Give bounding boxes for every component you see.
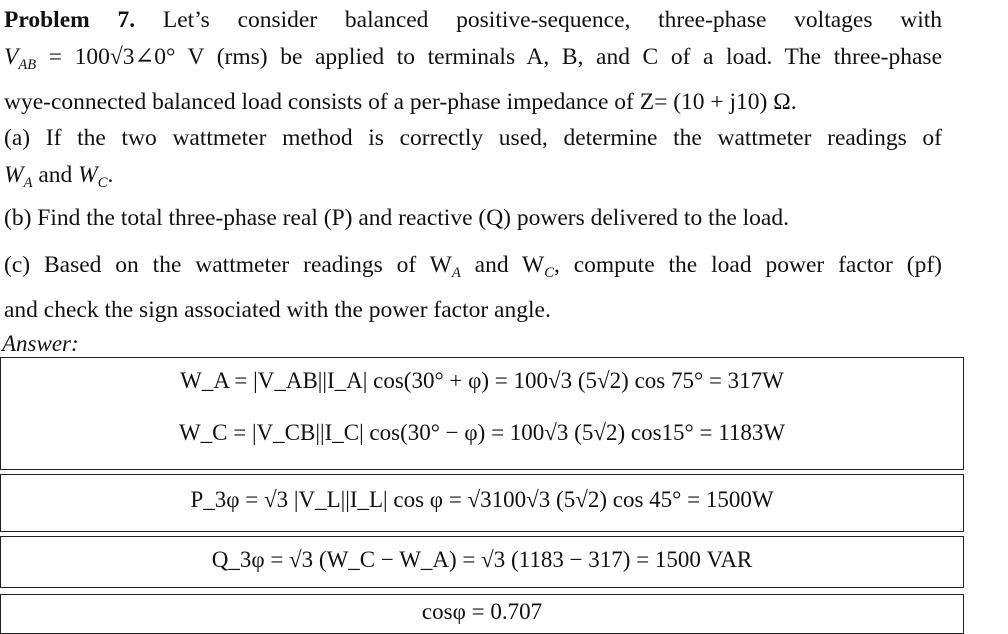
answer-label: Answer: — [2, 331, 79, 356]
wattmeter-c-symbol: W — [78, 162, 98, 188]
part-a-and: and — [38, 162, 73, 188]
part-c-line-1 — [4, 247, 942, 292]
wattmeter-a-subscript: A — [23, 175, 33, 192]
part-b: (b) Find the total three-phase real (P) and reactive (Q) powers delivered to the load. — [4, 205, 789, 231]
part-a-line-2 — [4, 157, 942, 202]
voltage-subscript: AB — [18, 57, 37, 74]
problem-line-3: wye-connected balanced load consists of a per-phase impedance of Z= (10 + j10) Ω. — [4, 89, 797, 116]
part-a — [4, 120, 942, 202]
voltage-symbol: V — [4, 44, 19, 70]
part-c-sub-a: A — [451, 265, 461, 282]
equation-pf: cosφ = 0.707 — [421, 599, 543, 624]
problem-intro-2: = 100√3∠0° V (rms) be applied to terminals A, B, and C of a load. The three-phase — [48, 44, 942, 70]
wattmeter-c-subscript: C — [97, 175, 108, 192]
part-c-text-1: (c) Based on the wattmeter readings of W — [4, 252, 452, 278]
part-a-line-1: (a) If the two wattmeter method is correctly used, determine the wattmeter readings of — [4, 125, 942, 151]
wattmeter-a-symbol: W — [4, 162, 24, 188]
equation-q: Q_3φ = √3 (W_C − W_A) = √3 (1183 − 317) = 1500 VAR — [211, 547, 753, 572]
part-c — [4, 247, 942, 329]
part-c-line-2: and check the sign associated with the power factor angle. — [4, 297, 551, 324]
problem-statement — [4, 2, 942, 121]
equation-wa: W_A = |V_AB||I_A| cos(30° + φ) = 100√3 (5√2) cos 75° = 317W — [180, 368, 784, 393]
answer-box-wattmeters — [0, 357, 964, 470]
part-a-period: . — [107, 162, 114, 188]
problem-heading: Problem 7. — [4, 7, 136, 33]
answer-box-reactive-power — [0, 536, 964, 588]
equation-wc: W_C = |V_CB||I_C| cos(30° − φ) = 100√3 (5√2) cos15° = 1183W — [178, 420, 786, 445]
part-c-text-2: and W — [474, 252, 545, 278]
answer-box-power-factor — [0, 594, 964, 634]
answer-box-real-power — [0, 474, 964, 532]
equation-p: P_3φ = √3 |V_L||I_L| cos φ = √3100√3 (5√2) cos 45° = 1500W — [190, 487, 774, 512]
problem-intro-1: Let’s consider balanced positive-sequence, three-phase voltages with — [162, 7, 943, 33]
problem-line-1 — [4, 2, 942, 39]
problem-line-2 — [4, 39, 942, 84]
part-c-text-3: , compute the load power factor (pf) — [553, 252, 942, 278]
part-c-sub-c: C — [544, 265, 554, 282]
